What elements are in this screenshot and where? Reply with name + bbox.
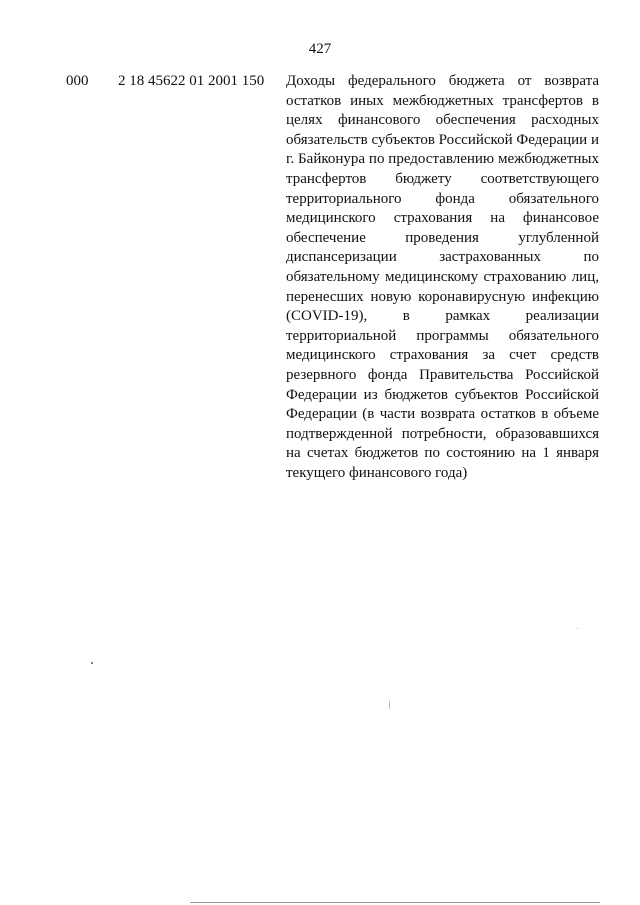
scan-speck [389, 700, 390, 710]
revenue-description: Доходы федерального бюджета от возврата остатков иных межбюджетных трансфертов в целях финансового обеспечения расходных обязательств субъектов Российской Федерации и г. Байконура по предоставлению межбюджетных трансфертов бюджету соответствующего территориального фонда обязательного медицинского страхования на финансовое обеспечение проведения углубленной диспансеризации застрахованных по обязательному медицинскому страхованию лиц, перенесших новую коронавирусную инфекцию (COVID-19), в рамках реализации территориальной программы обязательного медицинского страхования за счет средств резервного фонда Правительства Российской Федерации из бюджетов субъектов Российской Федерации (в части возврата остатков в объеме подтвержденной потребности, образовавшихся на счетах бюджетов по состоянию на 1 января текущего финансового года) [286, 73, 599, 481]
scan-edge-line [190, 902, 600, 903]
budget-classification-code: 2 18 45622 01 2001 150 [118, 73, 265, 89]
scan-speck [91, 662, 93, 664]
administrator-code: 000 [66, 73, 89, 89]
page-number: 427 [308, 41, 332, 57]
scan-speck [577, 628, 578, 629]
